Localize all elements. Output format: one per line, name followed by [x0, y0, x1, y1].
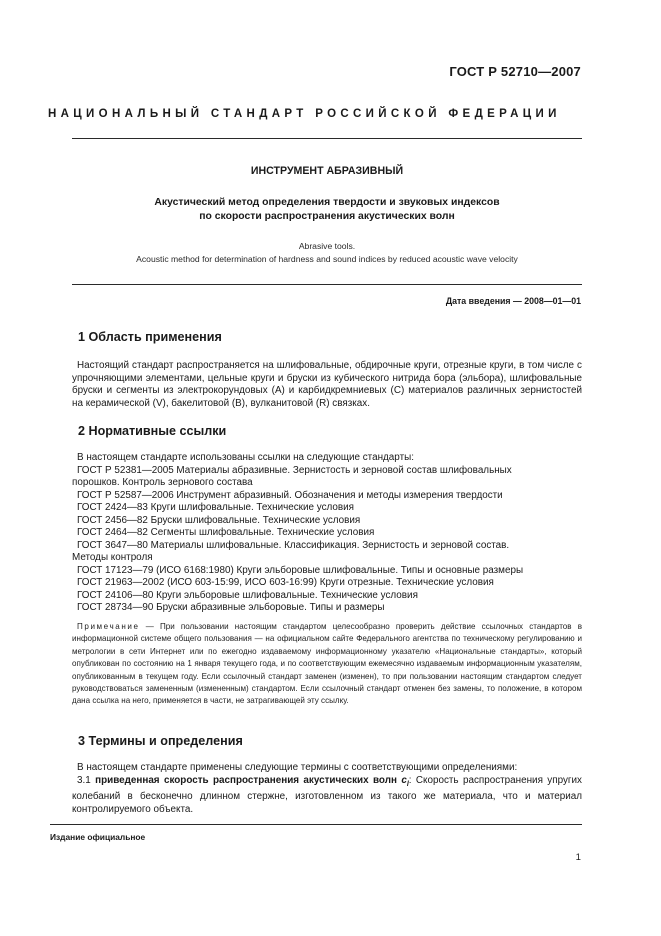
section-3-heading: 3 Термины и определения — [78, 734, 243, 748]
reference-item: ГОСТ 3647—80 Материалы шлифовальные. Классификация. Зернистость и зерновой состав. — [77, 539, 510, 551]
effective-date: Дата введения — 2008—01—01 — [445, 296, 581, 306]
section-1-heading: 1 Область применения — [78, 330, 222, 344]
subtitle-line-1: Акустический метод определения твердости и звуковых индексов — [154, 197, 500, 208]
footer-divider — [50, 824, 582, 825]
references-note — [72, 621, 582, 708]
section-1-text: Настоящий стандарт распространяется на шлифовальные, обдирочные круги, отрезные круги, в том числе с упрочняющими элементами, цельные круги и бруски из кубического нитрида бора (эльбора), шлифовальные бруски и сегменты из электрокорундовых (А) и карбидкремниевых (С) материалов различных зернистостей на керамической (V), бакелитовой (В), вулканитовой (R) связках. — [72, 360, 582, 409]
english-title-line-1: Abrasive tools. — [298, 241, 356, 251]
reference-item: ГОСТ 2456—82 Бруски шлифовальные. Технические условия — [77, 514, 361, 526]
section-2-heading: 2 Нормативные ссылки — [78, 424, 227, 438]
term-subscript: l — [406, 780, 409, 788]
reference-item: ГОСТ Р 52587—2006 Инструмент абразивный. Обозначения и методы измерения твердости — [77, 489, 503, 501]
term-definition-text: : Скорость распространения упругих колебаний в бесконечно длинном стержне, изготовленном из такого же материала, что и материал контролируемого объекта. — [72, 775, 582, 815]
title-divider — [72, 284, 582, 285]
reference-item-continuation: порошков. Контроль зернового состава — [72, 477, 253, 488]
note-text: — При пользовании настоящим стандартом целесообразно проверить действие ссылочных стандартов в информационной системе общего пользования — на официальном сайте Федерального агентства по техническому регулированию и метрологии в сети Интернет или по ежегодно издаваемому информационному указателю «Национальные стандарты», который опубликован по состоянию на 1 января текущего года, и по соответствующим ежемесячно издаваемым информационным указателям, опубликованным в текущем году. Если ссылочный стандарт заменен (изменен), то при пользовании настоящим стандартом следует руководствоваться замененным (измененным) стандартом. Если ссылочный стандарт отменен без замены, то положение, в котором дана ссылка на него, применяется в части, не затрагивающей эту ссылку. — [72, 622, 582, 706]
reference-item: ГОСТ 17123—79 (ИСО 6168:1980) Круги эльборовые шлифовальные. Типы и основные размеры — [77, 564, 524, 576]
document-title: ИНСТРУМЕНТ АБРАЗИВНЫЙ — [250, 165, 404, 177]
reference-item: ГОСТ 24106—80 Круги эльборовые шлифовальные. Технические условия — [77, 589, 418, 601]
english-title-line-2: Acoustic method for determination of hardness and sound indices by reduced acoustic wave velocity — [136, 254, 518, 264]
subtitle-line-2: по скорости распространения акустических волн — [199, 211, 455, 222]
term-name: приведенная скорость распространения акустических волн — [95, 775, 397, 786]
national-standard-banner: НАЦИОНАЛЬНЫЙ СТАНДАРТ РОССИЙСКОЙ ФЕДЕРАЦИИ — [48, 108, 561, 120]
reference-item: ГОСТ 21963—2002 (ИСО 603-15:99, ИСО 603-16:99) Круги отрезные. Технические условия — [77, 577, 494, 588]
reference-item: ГОСТ 2424—83 Круги шлифовальные. Технические условия — [77, 502, 354, 513]
top-divider — [72, 138, 582, 139]
note-label: Примечание — [77, 622, 140, 631]
references-intro: В настоящем стандарте использованы ссылки на следующие стандарты: — [77, 452, 414, 463]
english-title — [72, 240, 582, 266]
document-subtitle — [72, 196, 582, 224]
reference-item: ГОСТ 28734—90 Бруски абразивные эльборовые. Типы и размеры — [77, 602, 385, 613]
reference-item-continuation: Методы контроля — [72, 552, 153, 563]
normative-references-list — [72, 452, 582, 615]
term-definition-3-1 — [72, 775, 582, 816]
term-number: 3.1 — [77, 775, 91, 786]
term-symbol: c — [401, 775, 407, 786]
gost-number: ГОСТ Р 52710—2007 — [449, 64, 581, 79]
section-3-intro: В настоящем стандарте применены следующие термины с соответствующими определениями: — [77, 762, 518, 773]
reference-item: ГОСТ Р 52381—2005 Материалы абразивные. Зернистость и зерновой состав шлифовальных — [77, 464, 512, 476]
page-number: 1 — [575, 852, 581, 863]
edition-label: Издание официальное — [50, 832, 146, 842]
reference-item: ГОСТ 2464—82 Сегменты шлифовальные. Технические условия — [77, 527, 375, 538]
